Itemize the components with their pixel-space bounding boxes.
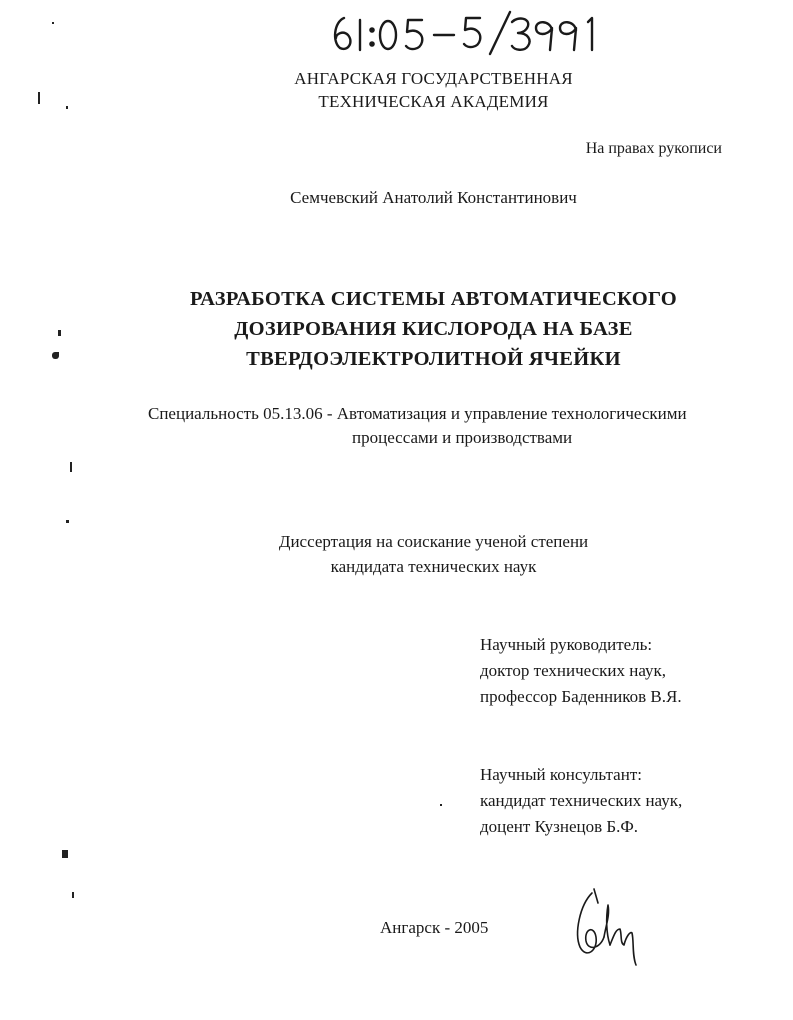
supervisor-label: Научный руководитель: [480, 635, 653, 654]
dissertation-line-1: Диссертация на соискание ученой степени [278, 532, 589, 551]
scan-speck [58, 330, 61, 336]
scan-speck [52, 352, 59, 359]
scan-speck [70, 462, 72, 472]
rights-note: На правах рукописи [585, 140, 722, 157]
supervisor-degree: доктор технических наук, [480, 661, 667, 680]
institution-line-1: АНГАРСКАЯ ГОСУДАРСТВЕННАЯ [294, 69, 573, 88]
title-line-2: ДОЗИРОВАНИЯ КИСЛОРОДА НА БАЗЕ [234, 318, 633, 340]
specialty-line-2: процессами и производствами [352, 428, 573, 447]
scan-speck [52, 22, 54, 24]
title-line-1: РАЗРАБОТКА СИСТЕМЫ АВТОМАТИЧЕСКОГО [189, 288, 678, 310]
author-name: Семчевский Анатолий Константинович [290, 188, 577, 207]
consultant-degree: кандидат технических наук, [480, 791, 683, 810]
place-year: Ангарск - 2005 [380, 918, 489, 937]
scan-speck [72, 892, 74, 898]
archive-stamp-number [326, 8, 606, 58]
signature [570, 885, 645, 970]
scan-speck [66, 520, 69, 523]
specialty-line-1: Специальность 05.13.06 - Автоматизация и управление технологическими [148, 404, 687, 423]
scan-speck [66, 106, 68, 109]
scan-speck [440, 804, 442, 806]
scan-speck [38, 92, 40, 104]
supervisor-name: профессор Баденников В.Я. [480, 687, 682, 706]
title-line-3: ТВЕРДОЭЛЕКТРОЛИТНОЙ ЯЧЕЙКИ [246, 348, 621, 370]
scan-speck [62, 850, 68, 858]
institution-line-2: ТЕХНИЧЕСКАЯ АКАДЕМИЯ [318, 92, 549, 111]
consultant-label: Научный консультант: [480, 765, 642, 784]
dissertation-line-2: кандидата технических наук [330, 557, 537, 576]
consultant-name: доцент Кузнецов Б.Ф. [480, 817, 639, 836]
